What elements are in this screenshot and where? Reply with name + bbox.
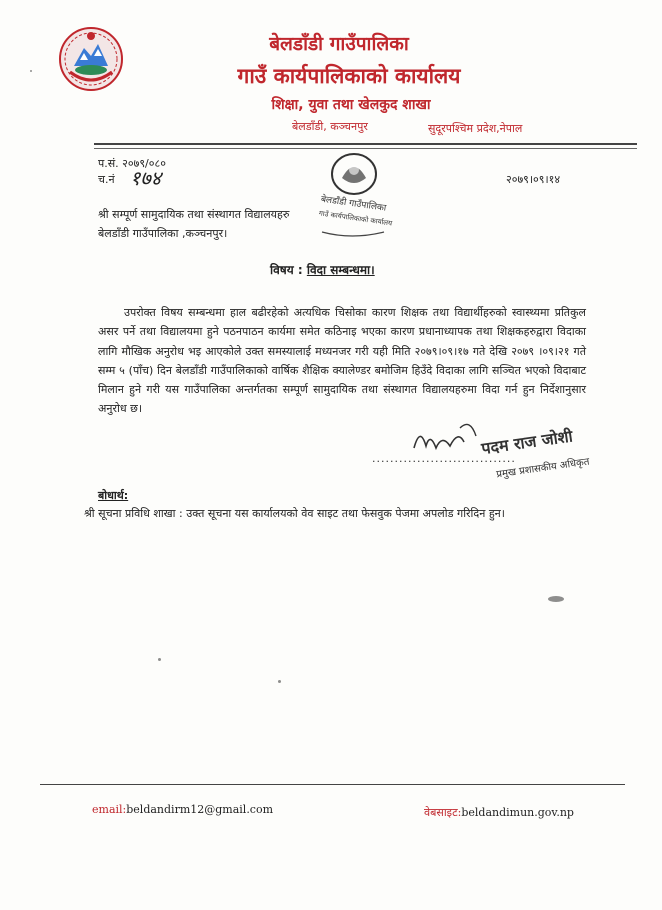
office-province: सुदूरपश्चिम प्रदेश,नेपाल — [428, 122, 523, 135]
recipient-line-1: श्री सम्पूर्ण सामुदायिक तथा संस्थागत विद्यालयहरु — [98, 208, 290, 221]
signatory-name: पदम राज जोशी — [480, 426, 574, 459]
email-label: email: — [92, 803, 127, 816]
footer-email — [92, 803, 273, 816]
website-label: वेबसाइट: — [424, 806, 462, 819]
signatory-designation: प्रमुख प्रशासकीय अधिकृत — [495, 456, 591, 480]
reference-number: प.सं. २०७९/०८० — [98, 157, 166, 170]
cc-text: श्री सूचना प्रविधि शाखा : उक्त सूचना यस कार्यालयको वेव साइट तथा फेसवुक पेजमा अपलोड गरिदिन हुन। — [84, 507, 505, 520]
scan-speck — [158, 658, 161, 661]
header-divider — [94, 143, 637, 145]
signature-line: ................................ — [372, 452, 516, 465]
dispatch-number: १७४ — [130, 166, 162, 190]
footer-website — [424, 805, 574, 820]
subject-label: विषय : — [270, 263, 303, 277]
scan-speck — [548, 596, 564, 602]
letter-date: २०७९।०९।१४ — [506, 173, 561, 186]
recipient-line-2: बेलडाँडी गाउँपालिका ,कञ्चनपुर। — [98, 227, 228, 240]
office-name: बेलडाँडी गाउँपालिका — [269, 33, 409, 55]
cc-heading: बोधार्थ: — [98, 489, 129, 502]
stamp-text-line2: गाउँ कार्यपालिकाको कार्यालय — [318, 209, 393, 228]
branch-name: शिक्षा, युवा तथा खेलकुद शाखा — [271, 97, 431, 113]
email-address[interactable]: beldandirm12@gmail.com — [126, 803, 274, 816]
office-location: बेलडाँडी, कञ्चनपुर — [292, 120, 368, 133]
scan-speck — [278, 680, 281, 683]
letter-body: उपरोक्त विषय सम्बन्धमा हाल बढीरहेको अत्यधिक चिसोका कारण शिक्षक तथा विद्यार्थीहरुको स्वास्थ्यमा प्रतिकुल असर पर्ने तथा विद्यालयमा हुने पठनपाठन कार्यमा समेत कठिनाइ भएका कारण प्रधानाध्यापक तथा शिक्षकहरुद्वारा विदाका लागि मौखिक अनुरोध भइ आएकोले उक्त समस्यालाई मध्यनजर गरी यही मिति २०७९।०९।१७ गते देखि २०७९ ।०९।२१ गते सम्म ५ (पाँच) दिन बेलडाँडी गाउँपालिकाको वार्षिक शैक्षिक क्यालेण्डर बमोजिम हिउँदे विदाका लागि सञ्चित भएको विदाबाट मिलान हुने गरी यस गाउँपालिका अन्तर्गतका सम्पूर्ण सामुदायिक तथा संस्थागत विद्यालयहरुमा विदा गर्न हुन निर्देशानुसार अनुरोध छ। — [98, 306, 586, 416]
stamp-text-line1: बेलडाँडी गाउँपालिका — [320, 194, 387, 214]
footer-divider — [40, 784, 625, 785]
subject-value: विदा सम्बन्धमा। — [306, 263, 375, 277]
dispatch-label: च.नं — [98, 173, 115, 186]
office-title: गाउँ कार्यपालिकाको कार्यालय — [237, 64, 461, 88]
signature-icon — [400, 408, 620, 480]
scan-speck — [30, 70, 32, 72]
website-url[interactable]: beldandimun.gov.np — [461, 806, 574, 819]
subject-line — [270, 261, 375, 278]
office-stamp-icon — [312, 148, 394, 244]
